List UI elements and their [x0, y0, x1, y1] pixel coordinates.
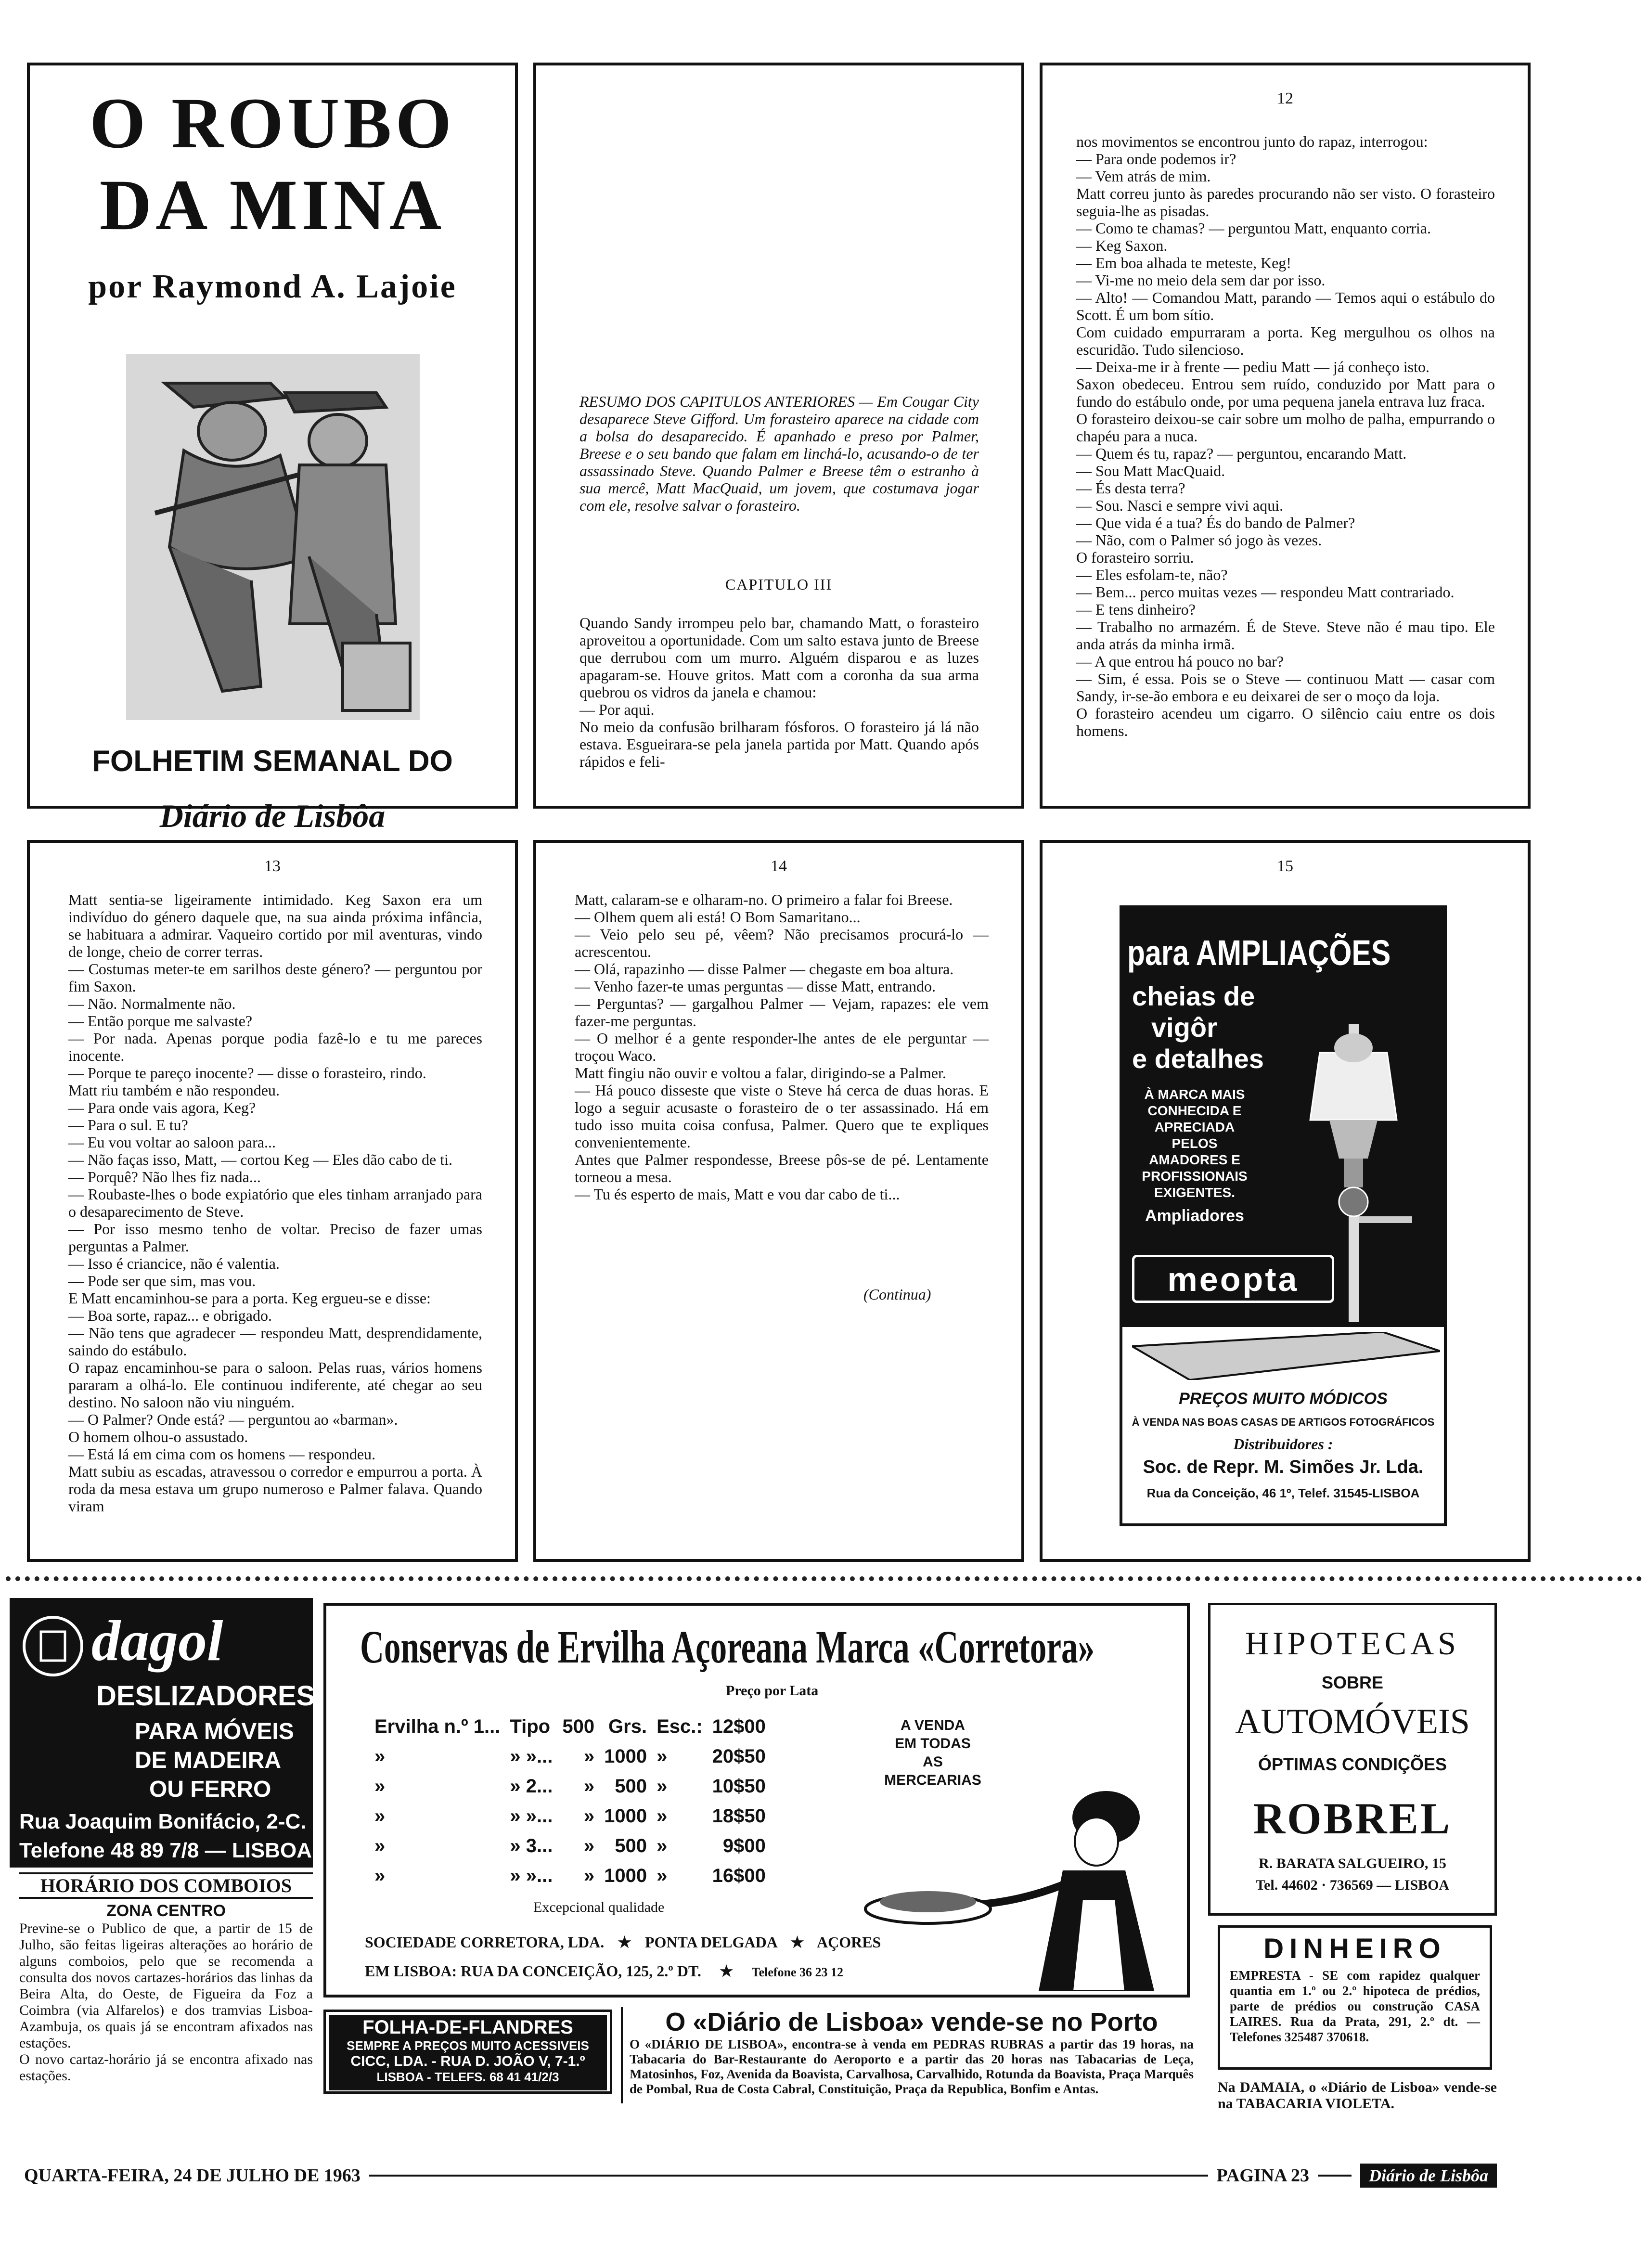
- folha-title: FOLHA-DE-FLANDRES: [362, 2017, 573, 2038]
- star-icon: ★: [618, 1933, 631, 1951]
- dagol-address: Rua Joaquim Bonifácio, 2-C.: [19, 1810, 307, 1833]
- price-cell: Grs.: [608, 1715, 647, 1737]
- price-cell: »: [374, 1775, 386, 1797]
- porto-text: O «DIÁRIO DE LISBOA», encontra-se à venda em PEDRAS RUBRAS a partir das 19 horas, na Tabacaria do Bar-Restaurante do Aeroporto e a partir das 20 horas nas Tabacarias de Leça, Matosinhos, Foz, Avenida da Boavista, Carvalhosa, Carvalhido, Rotunda da Boavista, Praça Marquês de Pombal, Rua de Costa Cabral, Constituição, Praça da Republica, Bonfim e Antas.: [630, 2037, 1194, 2096]
- dagol-phone: Telefone 48 89 7/8 — LISBOA: [19, 1839, 312, 1862]
- dinheiro-title: DINHEIRO: [1263, 1933, 1446, 1964]
- page-footer: [24, 2159, 1497, 2192]
- price-cell: Tipo: [510, 1715, 551, 1737]
- price-row: [370, 1801, 771, 1831]
- folha-line-1: SEMPRE A PREÇOS MUITO ACESSIVEIS: [347, 2038, 589, 2053]
- conservas-lisboa: EM LISBOA: RUA DA CONCEIÇÃO, 125, 2.º DT.: [365, 1962, 701, 1980]
- story-text-page-11: Quando Sandy irrompeu pelo bar, chamando Matt, o forasteiro aproveitou a oportunidade. Com um salto estava junto de Breese que derrubou com um murro. Alguém disparou e as luzes apagaram-se. Houve gritos. Matt com a coronha da sua arma quebrou os vidros da janela e chamou: — Por aqui. No meio da confusão brilharam fósforos. O forasteiro já lá não estava. Esgueirara-se pela janela partida por Matt. Quando após rápidos e feli-: [579, 614, 979, 770]
- price-row: [370, 1741, 771, 1771]
- dagol-line-1: DESLIZADORES: [96, 1680, 315, 1712]
- meopta-body-line-5: AMADORES E: [1149, 1152, 1240, 1167]
- comboios-notice: [19, 1872, 313, 2108]
- price-cell: 500: [562, 1715, 595, 1737]
- dagol-line-2: PARA MÓVEIS: [135, 1719, 294, 1744]
- conservas-title: Conservas de Ervilha Açoreana Marca «Corretora»: [360, 1621, 1095, 1673]
- conservas-acores: AÇORES: [816, 1933, 881, 1951]
- price-cell: »: [583, 1745, 595, 1767]
- meopta-body-line-7: EXIGENTES.: [1154, 1185, 1236, 1200]
- dagol-line-4: OU FERRO: [149, 1777, 271, 1802]
- meopta-body-line-4: PELOS: [1172, 1136, 1218, 1151]
- price-cell: » 2...: [510, 1775, 553, 1797]
- story-title-line1: O ROUBO: [89, 83, 456, 163]
- price-row: [370, 1831, 771, 1861]
- conservas-telefone: Telefone 36 23 12: [751, 1965, 844, 1979]
- price-cell: »: [657, 1865, 668, 1886]
- conservas-venda-line-2: EM TODAS: [895, 1736, 971, 1752]
- price-row: [370, 1771, 771, 1801]
- photo-enlarger-illustration: [1267, 995, 1440, 1370]
- price-cell: » 3...: [510, 1835, 553, 1856]
- dinheiro-ad: [1218, 1925, 1492, 2070]
- footer-page: PAGINA 23: [1216, 2165, 1309, 2186]
- meopta-body-line-6: PROFISSIONAIS: [1142, 1169, 1248, 1184]
- conservas-venda-line-1: A VENDA: [901, 1717, 965, 1733]
- price-cell: 9$00: [722, 1835, 766, 1856]
- panel-summary: [533, 63, 1024, 809]
- price-cell: »: [583, 1865, 595, 1886]
- page-number: 12: [1277, 90, 1293, 107]
- meopta-ampliadores: Ampliadores: [1145, 1207, 1244, 1225]
- hipotecas-line-4: ÓPTIMAS CONDIÇÕES: [1258, 1754, 1447, 1774]
- meopta-precos: PREÇOS MUITO MÓDICOS: [1179, 1390, 1388, 1408]
- meopta-body-line-1: À MARCA MAIS: [1144, 1087, 1245, 1102]
- dagol-line-3: DE MADEIRA: [135, 1748, 282, 1773]
- price-cell: 18$50: [712, 1805, 766, 1827]
- price-cell: 500: [615, 1835, 647, 1856]
- price-cell: 1000: [604, 1865, 647, 1886]
- conservas-sociedade: [365, 1933, 881, 1951]
- story-byline: por Raymond A. Lajoie: [88, 268, 457, 305]
- meopta-ad: [1120, 905, 1447, 1526]
- damaia-notice: Na DAMAIA, o «Diário de Lisboa» vende-se na TABACARIA VIOLETA.: [1218, 2079, 1497, 2112]
- folhetim-label: FOLHETIM SEMANAL DO: [92, 745, 453, 778]
- page-number: 14: [771, 857, 787, 875]
- panel-page-12: [1040, 63, 1531, 809]
- price-cell: » »...: [510, 1745, 553, 1767]
- porto-title: O «Diário de Lisboa» vende-se no Porto: [665, 2008, 1158, 2036]
- price-cell: 1000: [604, 1805, 647, 1827]
- meopta-line-2: vigôr: [1151, 1012, 1217, 1043]
- panel-page-13: [27, 840, 518, 1562]
- price-cell: »: [374, 1805, 386, 1827]
- cowboys-illustration: [126, 354, 420, 720]
- meopta-brand: meopta: [1167, 1261, 1299, 1298]
- meopta-baseboard: [1132, 1332, 1440, 1380]
- comboios-text: Previne-se o Publico de que, a partir de 15 de Julho, são feitas ligeiras alterações ao horário de alguns comboios, pelo que se recomenda a consulta dos novos cartazes-horários das linhas da Beira Alta, do Oeste, de Figueira da Foz a Coimbra (via Alfarelos) e dos tramvias Lisboa-Azambuja, os quais já se encontram afixados nas estações. O novo cartaz-horário já se encontra afixado nas estações.: [19, 1920, 313, 2084]
- hipotecas-line-3: AUTOMÓVEIS: [1235, 1702, 1470, 1741]
- folha-inner: [329, 2015, 607, 2090]
- price-cell: Esc.:: [657, 1715, 703, 1737]
- comboios-title: HORÁRIO DOS COMBOIOS: [19, 1872, 313, 1899]
- price-row: [370, 1712, 771, 1741]
- conservas-preco-header: Preço por Lata: [726, 1683, 819, 1699]
- price-row: [370, 1861, 771, 1891]
- folha-line-2: CICC, LDA. - RUA D. JOÃO V, 7-1.º: [350, 2053, 585, 2069]
- meopta-line-1: cheias de: [1132, 981, 1255, 1011]
- price-cell: »: [657, 1775, 668, 1797]
- panel-page-14: [533, 840, 1024, 1562]
- comboios-subtitle: ZONA CENTRO: [106, 1902, 226, 1920]
- continued-label: (Continua): [863, 1286, 931, 1303]
- conservas-sociedade-name: SOCIEDADE CORRETORA, LDA.: [365, 1933, 605, 1951]
- story-text-page-13: Matt sentia-se ligeiramente intimidado. Keg Saxon era um indivíduo do género daquele que, na sua ainda próxima infância, se habituara a admirar. Vaqueiro cortido por mil aventuras, vindo de longe, cheio de correr terras. — Costumas meter-te em sarilhos deste género? — perguntou por fim Saxon. — Não. Normalmente não. — Então porque me salvaste? — Por nada. Apenas porque podia fazê-lo e tu me pareces inocente. — Porque te pareço inocente? — disse o forasteiro, rindo. Matt riu também e não respondeu. — Para onde vais agora, Keg? — Para o sul. E tu? — Eu vou voltar ao saloon para... — Não faças isso, Matt, — cortou Keg — Eles dão cabo de ti. — Porquê? Não lhes fiz nada... — Roubaste-lhes o bode expiatório que eles tinham arranjado para o desaparecimento de Steve. — Por isso mesmo tenho de voltar. Preciso de fazer umas perguntas a Palmer. — Isso é criancice, não é valentia. — Pode ser que sim, mas vou. E Matt encaminhou-se para a porta. Keg ergueu-se e disse: — Boa sorte, rapaz... e obrigado. — Não tens que agradecer — respondeu Matt, desprendidamente, saindo do estábulo. O rapaz encaminhou-se para o saloon. Pelas ruas, vários homens pararam a olhá-lo. Ele continuou indiferente, até chegar ao seu destino. No saloon não viu ninguém. — O Palmer? Onde está? — perguntou ao «barman». O homem olhou-o assustado. — Está lá em cima com os homens — respondeu. Matt subiu as escadas, atravessou o corredor e empurrou a porta. À roda da mesa estava um grupo numeroso e Palmer falava. Quando viram: [68, 891, 482, 1515]
- hipotecas-ad: [1208, 1603, 1497, 1916]
- footer-date: QUARTA-FEIRA, 24 DE JULHO DE 1963: [24, 2165, 360, 2186]
- folha-ad: [323, 2010, 612, 2094]
- hipotecas-phone: Tel. 44602 · 736569 — LISBOA: [1255, 1877, 1450, 1893]
- chair-glider-icon: [19, 1612, 87, 1680]
- meopta-body-line-2: CONHECIDA E: [1147, 1103, 1242, 1118]
- meopta-headline: para AMPLIAÇÕES: [1127, 933, 1391, 973]
- price-cell: »: [583, 1775, 595, 1797]
- price-cell: »: [374, 1835, 386, 1856]
- price-cell: 12$00: [712, 1715, 766, 1737]
- panel-title: [27, 63, 518, 834]
- price-cell: » »...: [510, 1805, 553, 1827]
- dagol-brand: dagol: [91, 1609, 223, 1673]
- hipotecas-brand: ROBREL: [1253, 1794, 1452, 1843]
- conservas-ponta: PONTA DELGADA: [644, 1933, 777, 1951]
- price-cell: » »...: [510, 1865, 553, 1886]
- story-title-line2: DA MINA: [99, 165, 446, 245]
- price-cell: »: [374, 1745, 386, 1767]
- price-cell: »: [374, 1865, 386, 1886]
- newspaper-name: Diário de Lisbôa: [159, 798, 386, 834]
- dagol-ad: [10, 1598, 313, 1868]
- porto-notice: [621, 2007, 1194, 2103]
- conservas-qualidade: Excepcional qualidade: [533, 1899, 665, 1915]
- conservas-lisboa-line: [365, 1962, 843, 1980]
- meopta-distribuidores: Distribuidores :: [1233, 1435, 1333, 1453]
- meopta-body-line-3: APRECIADA: [1154, 1120, 1235, 1134]
- page-number: 13: [264, 857, 281, 875]
- dinheiro-text: EMPRESTA - SE com rapidez qualquer quantia em 1.º ou 2.º hipoteca de prédios, parte de prédios ou construção CASA LAIRES. Rua da Prata, 291, 2.º dt. — Telefones 325487 370618.: [1230, 1968, 1480, 2044]
- folha-line-3: LISBOA - TELEFS. 68 41 41/2/3: [376, 2070, 559, 2084]
- price-cell: »: [583, 1805, 595, 1827]
- chapter-summary: RESUMO DOS CAPITULOS ANTERIORES — Em Cougar City desaparece Steve Gifford. Um forasteiro aparece na cidade com a bolsa do desaparecido. É apanhado e preso por Palmer, Breese e o seu bando que falam em linchá-lo, acusando-o de ter assassinado Steve. Quando Palmer e Breese têm o estranho à sua mercê, Matt MacQuaid, um jovem, que costumava jogar com ele, resolve salvar o forasteiro.: [579, 393, 979, 514]
- hipotecas-line-1: HIPOTECAS: [1245, 1625, 1460, 1662]
- price-cell: Ervilha n.º 1...: [374, 1715, 501, 1737]
- conservas-price-table: [370, 1712, 771, 1891]
- price-cell: 1000: [604, 1745, 647, 1767]
- meopta-body: [1122, 1086, 1267, 1201]
- section-separator: [6, 1576, 1642, 1581]
- hipotecas-address: R. BARATA SALGUEIRO, 15: [1259, 1856, 1446, 1871]
- price-cell: »: [657, 1805, 668, 1827]
- price-cell: 10$50: [712, 1775, 766, 1797]
- price-cell: 16$00: [712, 1865, 766, 1886]
- price-cell: 500: [615, 1775, 647, 1797]
- woman-with-tray-illustration: [856, 1789, 1164, 1991]
- conservas-venda: [875, 1716, 991, 1790]
- story-text-page-14: Matt, calaram-se e olharam-no. O primeiro a falar foi Breese. — Olhem quem ali está! O Bom Samaritano... — Veio pelo seu pé, vêem? Não precisamos procurá-lo — acrescentou. — Olá, rapazinho — disse Palmer — chegaste em boa altura. — Venho fazer-te umas perguntas — disse Matt, entrando. — Perguntas? — gargalhou Palmer — Vejam, rapazes: ele vem fazer-me perguntas. — O melhor é a gente responder-lhe antes de ele perguntar — troçou Waco. Matt fingiu não ouvir e voltou a falar, dirigindo-se a Palmer. — Há pouco disseste que viste o Steve há cerca de duas horas. E logo a seguir acusaste o forasteiro de o ter assassinado. Há em tudo isso muita coisa confusa, Palmer. Quero que te expliques convenientemente. Antes que Palmer respondesse, Breese pôs-se de pé. Lentamente torneou a mesa. — Tu és esperto de mais, Matt e vou dar cabo de ti...: [575, 891, 989, 1203]
- star-icon: ★: [719, 1962, 734, 1980]
- price-cell: »: [583, 1835, 595, 1856]
- star-icon: ★: [790, 1933, 804, 1951]
- footer-rule: [369, 2175, 1208, 2177]
- conservas-ad: [323, 1603, 1190, 1997]
- price-cell: »: [657, 1835, 668, 1856]
- meopta-venda: À VENDA NAS BOAS CASAS DE ARTIGOS FOTOGRÁFICOS: [1132, 1416, 1435, 1428]
- meopta-address: Rua da Conceição, 46 1º, Telef. 31545-LISBOA: [1146, 1486, 1420, 1500]
- hipotecas-line-2: SOBRE: [1321, 1673, 1384, 1692]
- panel-page-15: [1040, 840, 1531, 1562]
- footer-logo: Diário de Lisbôa: [1360, 2164, 1497, 2188]
- footer-rule-short: [1318, 2175, 1352, 2177]
- conservas-venda-line-3: AS MERCEARIAS: [884, 1754, 981, 1788]
- price-cell: »: [657, 1745, 668, 1767]
- meopta-brand-box: [1132, 1255, 1334, 1303]
- story-text-page-12: nos movimentos se encontrou junto do rapaz, interrogou: — Para onde podemos ir? — Vem atrás de mim. Matt correu junto às paredes procurando não ser visto. O forasteiro seguia-lhe as pisadas. — Como te chamas? — perguntou Matt, enquanto corria. — Keg Saxon. — Em boa alhada te meteste, Keg! — Vi-me no meio dela sem dar por isso. — Alto! — Comandou Matt, parando — Temos aqui o estábulo do Scott. É um bom sítio. Com cuidado empurraram a porta. Keg mergulhou os olhos na escuridão. Tudo silencioso. — Deixa-me ir à frente — pediu Matt — já conheço isto. Saxon obedeceu. Entrou sem ruído, conduzido por Matt para o fundo do estábulo onde, por uma pequena janela entrava luz fraca. O forasteiro deixou-se cair sobre um molho de palha, empurrando o chapéu para a nuca. — Quem és tu, rapaz? — perguntou, encarando Matt. — Sou Matt MacQuaid. — És desta terra? — Sou. Nasci e sempre vivi aqui. — Que vida é a tua? És do bando de Palmer? — Não, com o Palmer só jogo às vezes. O forasteiro sorriu. — Eles esfolam-te, não? — Bem... perco muitas vezes — respondeu Matt contrariado. — E tens dinheiro? — Trabalho no armazém. É de Steve. Steve não é mau tipo. Ele anda atrás da minha irmã. — A que entrou há pouco no bar? — Sim, é essa. Pois se o Steve — continuou Matt — casar com Sandy, ir-se-ão embora e eu deixarei de ser o moço da loja. O forasteiro acendeu um cigarro. O silêncio caiu entre os dois homens.: [1076, 133, 1495, 739]
- chapter-heading: CAPITULO III: [725, 576, 833, 593]
- meopta-line-3: e detalhes: [1132, 1044, 1264, 1074]
- price-cell: 20$50: [712, 1745, 766, 1767]
- meopta-company: Soc. de Repr. M. Simões Jr. Lda.: [1143, 1457, 1424, 1477]
- page-number: 15: [1277, 857, 1293, 875]
